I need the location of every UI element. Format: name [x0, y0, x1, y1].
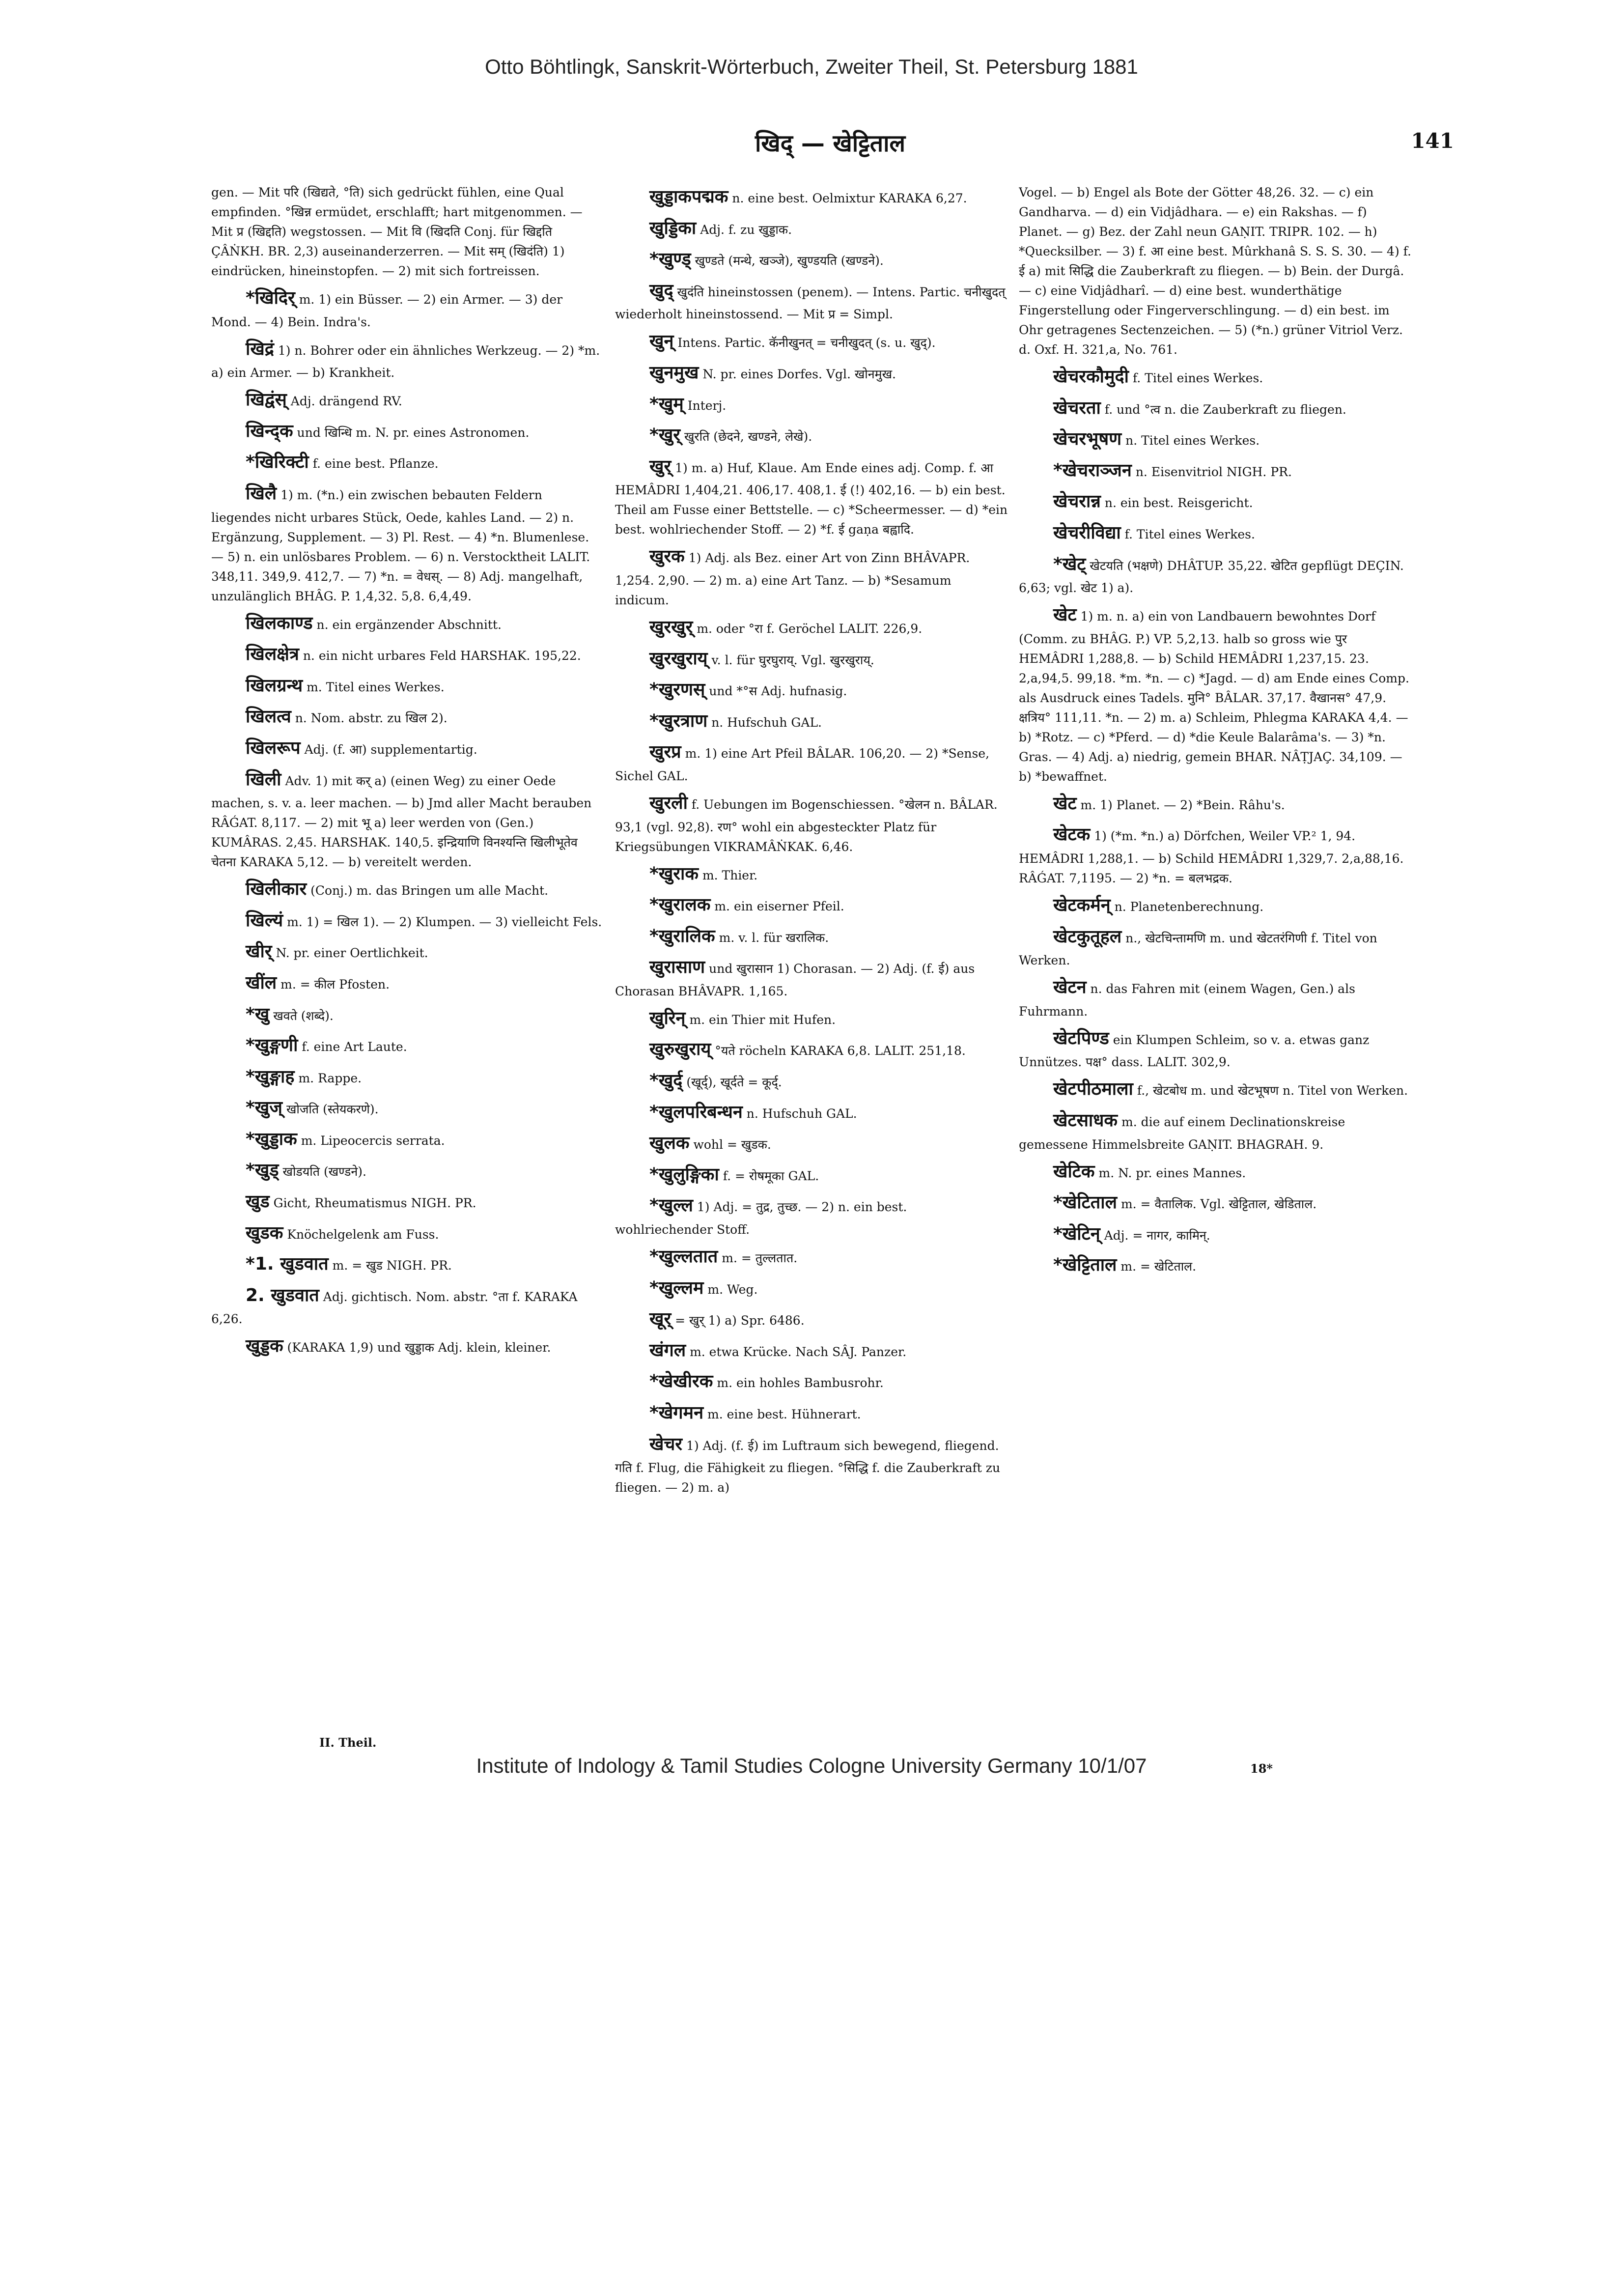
dictionary-entry: [615, 277, 1008, 325]
dictionary-entry: [615, 1274, 1008, 1303]
dictionary-entry: [211, 875, 604, 904]
headword: खुरुखुराय्: [649, 1039, 711, 1060]
headword: *खुर्: [649, 425, 680, 446]
dictionary-entry: [615, 453, 1008, 540]
source-line: Otto Böhtlingk, Sanskrit-Wörterbuch, Zweiter Theil, St. Petersburg 1881: [485, 55, 1138, 78]
headword: खुलक: [649, 1133, 690, 1154]
column-1: [211, 183, 604, 1726]
headword: खिलत्व: [246, 707, 291, 727]
dictionary-entry: [211, 1000, 604, 1029]
headword: खूर्: [649, 1309, 672, 1330]
dictionary-entry: [1019, 1251, 1412, 1279]
volume-label: II. Theil.: [319, 1735, 377, 1750]
dictionary-entry: [1019, 1220, 1412, 1248]
definition-text: Adj. drängend RV.: [290, 394, 402, 409]
headword: खीर्: [246, 941, 272, 962]
dictionary-entry: [211, 734, 604, 763]
headword: *खुरणस्: [649, 680, 705, 700]
dictionary-entry: [615, 707, 1008, 736]
definition-text: Adj. f. zu खुड्डाक.: [700, 222, 792, 237]
headword: खेटक: [1053, 824, 1091, 845]
definition-text: Intens. Partic. कॅनीखुनत् = चनीखुदत् (s. u. खुद्).: [677, 336, 936, 350]
dictionary-entry: [615, 1243, 1008, 1271]
definition-text: m. etwa Krücke. Nach SÂJ. Panzer.: [690, 1344, 907, 1359]
dictionary-entry: [615, 1161, 1008, 1189]
definition-text: Vogel. — b) Engel als Bote der Götter 48,26. 32. — c) ein Gandharva. — d) ein Vidjâdhara. — e) ein Rakshas. — f) Planet. — g) Bez. der Zahl neun GAṆIT. TRIPR. 102. — h) *Quecksilber. — 3) f. आ eine best. Mûrkhanâ S. S. S. 30. — 4) f. ई a) mit सिद्धि die Zauberkraft zu fliegen. — b) Bein. der Durgâ. — c) eine Vidjâdharî. — d) eine best. wunderthätige Fingerstellung oder Fingerverschlingung. — d) ein best. im Ohr getragenes Sectenzeichen. — 5) (*n.) grüner Vitriol Verz. d. Oxf. H. 321,a, No. 761.: [1019, 185, 1411, 357]
dictionary-entry: [615, 645, 1008, 673]
dictionary-entry: [1019, 1106, 1412, 1155]
definition-text: 1) Adj. = तुद्र, तुच्छ. — 2) n. ein best. wohlriechender Stoff.: [615, 1200, 907, 1237]
headword: खिली: [246, 769, 281, 790]
headword: खुरासाण: [649, 957, 705, 978]
column-2: [615, 183, 1008, 1726]
definition-text: खुदंति hineinstossen (penem). — Intens. Partic. चनीखुदत् wiederholt hineinstossend. — Mit प्र = Simpl.: [615, 284, 1006, 322]
definition-text: n. eine best. Oelmixtur KARAKA 6,27.: [732, 191, 967, 205]
dictionary-entry: [211, 1031, 604, 1060]
dictionary-entry: [211, 703, 604, 731]
definition-text: = खुर् 1) a) Spr. 6486.: [675, 1313, 805, 1328]
dictionary-entry: [211, 183, 604, 281]
definition-text: f. = रोषमूका GAL.: [723, 1168, 819, 1183]
definition-text: v. l. für घुरघुराय्. Vgl. खुरखुराय्.: [711, 652, 874, 667]
definition-text: n. Titel eines Werkes.: [1125, 433, 1260, 448]
headword: *खुम्: [649, 394, 684, 414]
definition-text: m. = कील Pfosten.: [280, 977, 390, 992]
definition-text: n. Nom. abstr. zu खिल 2).: [295, 711, 448, 726]
headword: खुडक: [246, 1222, 283, 1243]
headword: *खेट्टिताल: [1053, 1255, 1117, 1276]
definition-text: und खुरासान 1) Chorasan. — 2) Adj. (f. ई) aus Chorasan BHÂVAPR. 1,165.: [615, 962, 975, 998]
dictionary-entry: [1019, 1024, 1412, 1073]
dictionary-entry: [211, 1188, 604, 1216]
definition-text: खोजति (स्तेयकरणे).: [286, 1102, 379, 1117]
dictionary-entry: [211, 1281, 604, 1330]
definition-text: m. 1) Planet. — 2) *Bein. Râhu's.: [1080, 797, 1285, 812]
headword: खुड्डाकपद्मक: [649, 187, 728, 207]
dictionary-entry: [615, 542, 1008, 610]
signature-mark: 18*: [1250, 1761, 1273, 1776]
dictionary-entry: [615, 1367, 1008, 1396]
dictionary-entry: [211, 284, 604, 332]
definition-text: f. Titel eines Werkes.: [1132, 371, 1263, 385]
dictionary-entry: [211, 969, 604, 997]
headword: खिन्द्क: [246, 421, 293, 441]
definition-text: m. ein Thier mit Hufen.: [689, 1012, 836, 1027]
headword: खुर्: [649, 456, 672, 477]
definition-text: Interj.: [687, 398, 727, 413]
definition-text: 1) m. a) Huf, Klaue. Am Ende eines adj. Comp. f. आ HEMÂDRI 1,404,21. 406,17. 408,1. ई (!) 402,16. — b) ein best. Theil am Fusse einer Bettstelle. — c) *Scheermesser. — d) *ein best. wohlriechender Stoff. — 2) *f. ई gaṇa बह्वादि.: [615, 460, 1008, 537]
definition-text: °यते röcheln KARAKA 6,8. LALIT. 251,18.: [715, 1044, 966, 1058]
headword: खेचरता: [1053, 397, 1101, 418]
headword: खुरिन्: [649, 1008, 686, 1028]
headword: *खेखीरक: [649, 1371, 713, 1392]
dictionary-entry: [211, 335, 604, 383]
definition-text: ein Klumpen Schleim, so v. a. etwas ganz Unnützes. पक्ष° dass. LALIT. 302,9.: [1019, 1032, 1370, 1070]
definition-text: f. eine best. Pflanze.: [312, 456, 439, 471]
headword: *खुराक: [649, 863, 699, 884]
definition-text: n. das Fahren mit (einem Wagen, Gen.) als Fuhrmann.: [1019, 982, 1355, 1019]
headword: *खु: [246, 1004, 270, 1024]
definition-text: m. oder °रा f. Geröchel LALIT. 226,9.: [697, 621, 923, 636]
headword: *खुज्: [246, 1098, 282, 1118]
headword: *खिदिर्: [246, 288, 295, 308]
dictionary-entry: [615, 1305, 1008, 1333]
definition-text: n. Eisenvitriol NIGH. PR.: [1135, 464, 1292, 479]
headword: खिलग्रन्थ: [246, 675, 303, 696]
headword: *खुरत्राण: [649, 710, 708, 731]
definition-text: n. Hufschuh GAL.: [746, 1106, 857, 1121]
headword: खेटकर्मन्: [1053, 895, 1111, 915]
institute-line: Institute of Indology & Tamil Studies Cologne University Germany 10/1/07: [476, 1754, 1147, 1777]
dictionary-entry: [1019, 519, 1412, 547]
definition-text: f. Titel eines Werkes.: [1124, 527, 1255, 541]
definition-text: n. ein nicht urbares Feld HARSHAK. 195,22.: [303, 649, 581, 663]
definition-text: n. Hufschuh GAL.: [711, 715, 822, 730]
dictionary-entry: [1019, 1189, 1412, 1217]
definition-text: 1) (*m. *n.) a) Dörfchen, Weiler VP.² 1, 94. HEMÂDRI 1,288,1. — b) Schild HEMÂDRI 1,329,7. 2,a,88,16. RÂǴAT. 7,1195. — 2) *n. = बलभद्रक.: [1019, 829, 1404, 885]
headword: *खेट्: [1053, 554, 1086, 574]
headword: खेटन: [1053, 977, 1087, 998]
headword: खेटपिण्ड: [1053, 1028, 1109, 1049]
definition-text: m. ein eiserner Pfeil.: [714, 899, 844, 914]
definition-text: m. Titel eines Werkes.: [307, 680, 445, 694]
headword: *खेगमन: [649, 1403, 704, 1423]
headword: खेचरान्न: [1053, 491, 1101, 512]
headword: *खुङ्गाह: [246, 1066, 295, 1087]
definition-text: (KARAKA 1,9) und खुड्डाक Adj. klein, kleiner.: [287, 1340, 551, 1355]
dictionary-entry: [211, 907, 604, 935]
definition-text: und *°स Adj. hufnasig.: [709, 684, 847, 699]
headword: खिद्रं: [246, 339, 274, 359]
dictionary-entry: [1019, 891, 1412, 920]
headword: खिल्यं: [246, 910, 283, 931]
definition-text: Gicht, Rheumatismus NIGH. PR.: [273, 1196, 476, 1211]
headword: खुड: [246, 1191, 270, 1212]
dictionary-entry: [615, 1191, 1008, 1240]
headword: खेटकुतूहल: [1053, 926, 1122, 947]
dictionary-entry: [1019, 1075, 1412, 1104]
definition-text: खुण्डते (मन्थे, खञ्जे), खुण्डयति (खण्डने).: [695, 254, 884, 268]
definition-text: खवते (शब्दे).: [273, 1008, 334, 1023]
page-title: खिद् — खेट्टिताल: [755, 130, 906, 157]
headword: *खुड्डाक: [246, 1129, 297, 1149]
headword: *खिरिक्टी: [246, 452, 309, 473]
definition-text: खोडयति (खण्डने).: [282, 1164, 367, 1179]
dictionary-entry: [615, 1129, 1008, 1158]
headword: *खुलपरिबन्धन: [649, 1102, 743, 1122]
column-3: [1019, 183, 1412, 1726]
dictionary-entry: [615, 613, 1008, 642]
dictionary-entry: [1019, 821, 1412, 888]
definition-text: m. Lipeocercis serrata.: [301, 1133, 445, 1148]
definition-text: wohl = खुडक.: [693, 1137, 771, 1152]
definition-text: m. ein hohles Bambusrohr.: [717, 1376, 884, 1390]
headword: खेचरकौमुदी: [1053, 367, 1129, 387]
definition-text: f., खेटबोध m. und खेटभूषण n. Titel von Werken.: [1137, 1083, 1408, 1098]
dictionary-entry: [615, 359, 1008, 387]
definition-text: n. ein best. Reisgericht.: [1104, 496, 1253, 510]
dictionary-entry: [211, 672, 604, 700]
definition-text: Adj. = नागर, कामिन्.: [1104, 1228, 1210, 1243]
definition-text: n. Planetenberechnung.: [1114, 899, 1264, 914]
definition-text: m. Thier.: [702, 868, 758, 882]
dictionary-entry: [211, 609, 604, 638]
dictionary-entry: [211, 1094, 604, 1122]
headword: खेचर: [649, 1434, 683, 1454]
definition-text: m. = वैतालिक. Vgl. खेट्टिताल, खेडिताल.: [1120, 1197, 1317, 1212]
headword: *खुरालिक: [649, 926, 715, 946]
definition-text: Knöchelgelenk am Fuss.: [287, 1227, 439, 1242]
headword: खेट: [1053, 605, 1077, 625]
dictionary-entry: [1019, 550, 1412, 598]
dictionary-entry: [1019, 487, 1412, 516]
dictionary-entry: [615, 860, 1008, 888]
dictionary-entry: [211, 417, 604, 446]
headword: *खुल्ल: [649, 1195, 693, 1216]
definition-text: m. N. pr. eines Mannes.: [1098, 1165, 1246, 1180]
definition-text: f. eine Art Laute.: [302, 1040, 407, 1054]
definition-text: N. pr. eines Dorfes. Vgl. खोनमुख.: [702, 367, 896, 381]
dictionary-entry: [615, 1035, 1008, 1064]
dictionary-entry: [1019, 1158, 1412, 1186]
dictionary-entry: [211, 448, 604, 477]
headword: 2. खुडवात: [246, 1285, 319, 1305]
headword: खिद्वंस्: [246, 390, 287, 410]
definition-text: m. 1) eine Art Pfeil BÂLAR. 106,20. — 2) *Sense, Sichel GAL.: [615, 746, 990, 783]
definition-text: Adj. (f. आ) supplementartig.: [304, 742, 477, 757]
headword: खुरली: [649, 793, 688, 813]
dictionary-entry: [211, 1332, 604, 1361]
headword: *1. खुडवात: [246, 1254, 329, 1275]
headword: खेटपीठमाला: [1053, 1079, 1133, 1100]
definition-text: m. eine best. Hühnerart.: [707, 1407, 861, 1421]
definition-text: m. Rappe.: [298, 1071, 362, 1085]
page-number: 141: [1411, 129, 1454, 153]
dictionary-entry: [615, 953, 1008, 1001]
definition-text: 1) m. (*n.) ein zwischen bebauten Feldern liegendes nicht urbares Stück, Oede, kahles Land. — 2) n. Ergänzung, Supplement. — 3) Pl. Rest. — 4) *n. Blumenlese. — 5) n. ein unlösbares Problem. — 6) n. Verstocktheit LALIT. 348,11. 349,9. 412,7. — 7) *n. = वेधस्. — 8) Adj. mangelhaft, unzulänglich BHÂG. P. 1,4,32. 5,8. 6,4,49.: [211, 487, 590, 603]
definition-text: m. = खेटिताल.: [1120, 1259, 1197, 1274]
dictionary-entry: [615, 1004, 1008, 1033]
dictionary-entry: [1019, 183, 1412, 360]
headword: खुद्: [649, 280, 673, 301]
dictionary-entry: [211, 765, 604, 873]
dictionary-entry: [615, 922, 1008, 951]
headword: खुरप्र: [649, 742, 681, 763]
headword: खुरक: [649, 546, 685, 567]
headword: खुनमुख: [649, 362, 699, 383]
definition-text: gen. — Mit परि (खिद्यते, °ति) sich gedrückt fühlen, eine Qual empfinden. °खिन्न ermüdet, erschlafft; hart mitgenommen. — Mit प्र (खिद्दति) wegstossen. — Mit वि (खिदति Conj. für खिद्दति ÇÂṄKH. BR. 2,3) auseinanderzerren. — Mit सम् (खिदंति) 1) eindrücken, hineinstopfen. — 2) mit sich fortreissen.: [211, 185, 583, 278]
definition-text: m. Weg.: [707, 1282, 758, 1297]
dictionary-entry: [615, 1399, 1008, 1427]
dictionary-entry: [211, 640, 604, 669]
headword: खेचरीविद्या: [1053, 522, 1121, 543]
definition-text: खेटयति (भक्षणे) DHÂTUP. 35,22. खेटित gepflügt DEÇIN. 6,63; vgl. खेट 1) a).: [1019, 558, 1404, 595]
dictionary-entry: [211, 386, 604, 414]
dictionary-entry: [211, 1219, 604, 1247]
headword: खिलीकार: [246, 879, 307, 900]
dictionary-entry: [1019, 425, 1412, 454]
definition-text: f. und °त्व n. die Zauberkraft zu fliegen.: [1104, 402, 1346, 417]
dictionary-entry: [615, 1098, 1008, 1127]
definition-text: m. v. l. für खरालिक.: [719, 930, 829, 945]
headword: खिलरूप: [246, 737, 301, 758]
dictionary-entry: [211, 937, 604, 966]
dictionary-entry: [1019, 394, 1412, 423]
dictionary-entry: [615, 183, 1008, 211]
definition-text: खुरति (छेदने, खण्डने, लेखे).: [684, 429, 812, 444]
dictionary-entry: [615, 891, 1008, 919]
headword: *खेटिन्: [1053, 1223, 1100, 1244]
dictionary-entry: [615, 327, 1008, 356]
dictionary-entry: [211, 1063, 604, 1091]
dictionary-entry: [615, 245, 1008, 274]
headword: खुरखुराय्: [649, 648, 708, 669]
headword: *खुरालक: [649, 895, 711, 915]
dictionary-entry: [1019, 363, 1412, 391]
headword: *खुण्ड्: [649, 249, 691, 270]
headword: खिलक्षेत्र: [246, 644, 299, 665]
definition-text: N. pr. einer Oertlichkeit.: [276, 946, 428, 961]
headword: खेट: [1053, 793, 1077, 814]
headword: खिलै: [246, 483, 277, 504]
dictionary-entry: [1019, 601, 1412, 787]
headword: *खुङ्गणी: [246, 1035, 298, 1056]
headword: खेटिक: [1053, 1161, 1095, 1182]
headword: *खुल्लम: [649, 1277, 704, 1298]
headword: खेटसाधक: [1053, 1110, 1118, 1131]
definition-text: 1) Adj. (f. ई) im Luftraum sich bewegend, fliegend. गति f. Flug, die Fähigkeit zu fliegen. °सिद्धि f. die Zauberkraft zu fliegen. — 2) m. a): [615, 1438, 1001, 1495]
definition-text: 1) m. n. a) ein von Landbauern bewohntes Dorf (Comm. zu BHÂG. P.) VP. 5,2,13. halb so gross wie पुर HEMÂDRI 1,288,8. — b) Schild HEMÂDRI 1,237,15. 23. 2,a,94,5. 99,18. *m. *n. — c) *Jagd. — d) am Ende eines Comp. als Ausdruck eines Tadels. मुनि° BÂLAR. 37,17. वैखानस° 47,9. क्षत्रिय° 111,11. *n. — 2) m. a) Schleim, Phlegma KARAKA 4,4. — b) *Rotz. — c) *Pferd. — d) *die Keule Balarâma's. — 3) *n. Gras. — 4) Adj. a) niedrig, gemein BHAR. NÂṬJAÇ. 34,109. — b) *bewaffnet.: [1019, 609, 1409, 784]
headword: *खुलुङ्गिका: [649, 1164, 719, 1185]
headword: *खेटिताल: [1053, 1192, 1117, 1213]
page-header: [206, 127, 1454, 161]
headword: खींल: [246, 972, 277, 993]
dictionary-entry: [1019, 973, 1412, 1021]
headword: खुड्डिका: [649, 218, 697, 238]
definition-text: m. 1) = खिल 1). — 2) Klumpen. — 3) vielleicht Fels.: [287, 914, 602, 929]
dictionary-entry: [1019, 790, 1412, 818]
dictionary-entry: [615, 1067, 1008, 1095]
definition-text: m. = तुल्लतात.: [722, 1251, 798, 1266]
definition-text: f. Uebungen im Bogenschiessen. °खेलन n. BÂLAR. 93,1 (vgl. 92,8). रण° wohl ein abgesteckter Platz für Kriegsübungen VIKRAMÂṄKAK. 6,46.: [615, 797, 998, 854]
dictionary-entry: [615, 789, 1008, 857]
dictionary-entry: [211, 1156, 604, 1185]
dictionary-entry: [615, 421, 1008, 450]
headword: *खुल्लतात: [649, 1247, 718, 1267]
headword: खुन्: [649, 331, 674, 352]
headword: खेचरभूषण: [1053, 429, 1122, 450]
definition-text: und खिन्धि m. N. pr. eines Astronomen.: [297, 425, 530, 440]
definition-text: 1) n. Bohrer oder ein ähnliches Werkzeug. — 2) *m. a) ein Armer. — b) Krankheit.: [211, 343, 600, 380]
headword: खंगल: [649, 1340, 686, 1361]
dictionary-entry: [615, 1430, 1008, 1498]
dictionary-entry: [211, 1250, 604, 1278]
definition-text: n., खेटचिन्तामणि m. und खेटतरंगिणी f. Titel von Werken.: [1019, 931, 1377, 968]
dictionary-entry: [615, 676, 1008, 704]
headword: *खेचराञ्जन: [1053, 460, 1132, 481]
headword: खुड्डक: [246, 1336, 283, 1357]
definition-text: Adj. gichtisch. Nom. abstr. °ता f. KARAKA 6,26.: [211, 1289, 578, 1327]
definition-text: m. 1) ein Büsser. — 2) ein Armer. — 3) der Mond. — 4) Bein. Indra's.: [211, 292, 563, 329]
headword: *खुड्: [246, 1160, 279, 1181]
definition-text: m. = खुड NIGH. PR.: [332, 1258, 452, 1273]
definition-text: (खूर्द्), खूर्दते = कूर्द्.: [686, 1075, 782, 1090]
definition-text: 1) Adj. als Bez. einer Art von Zinn BHÂVAPR. 1,254. 2,90. — 2) m. a) eine Art Tanz. — b) *Sesamum indicum.: [615, 551, 970, 607]
definition-text: n. ein ergänzender Abschnitt.: [316, 617, 502, 632]
headword: खुरखुर्: [649, 617, 693, 637]
definition-text: (Conj.) m. das Bringen um alle Macht.: [310, 883, 549, 898]
dictionary-entry: [211, 1125, 604, 1154]
headword: *खुर्द्: [649, 1071, 683, 1091]
definition-text: m. die auf einem Declinationskreise gemessene Himmelsbreite GAṆIT. BHAGRAH. 9.: [1019, 1114, 1345, 1152]
dictionary-entry: [1019, 456, 1412, 485]
dictionary-entry: [1019, 923, 1412, 971]
dictionary-entry: [615, 1336, 1008, 1365]
headword: खिलकाण्ड: [246, 613, 313, 633]
dictionary-entry: [211, 480, 604, 606]
dictionary-entry: [615, 738, 1008, 786]
dictionary-entry: [615, 214, 1008, 243]
dictionary-entry: [615, 390, 1008, 419]
definition-text: Adv. 1) mit कर् a) (einen Weg) zu einer Oede machen, s. v. a. leer machen. — b) Jmd aller Macht berauben RÂǴAT. 8,117. — 2) mit भू a) leer werden von (Gen.) KUMÂRAS. 2,45. HARSHAK. 140,5. इन्द्रियाणि विनश्यन्ति खिलीभूतेव चेतना KARAKA 5,12. — b) vereitelt werden.: [211, 773, 592, 870]
